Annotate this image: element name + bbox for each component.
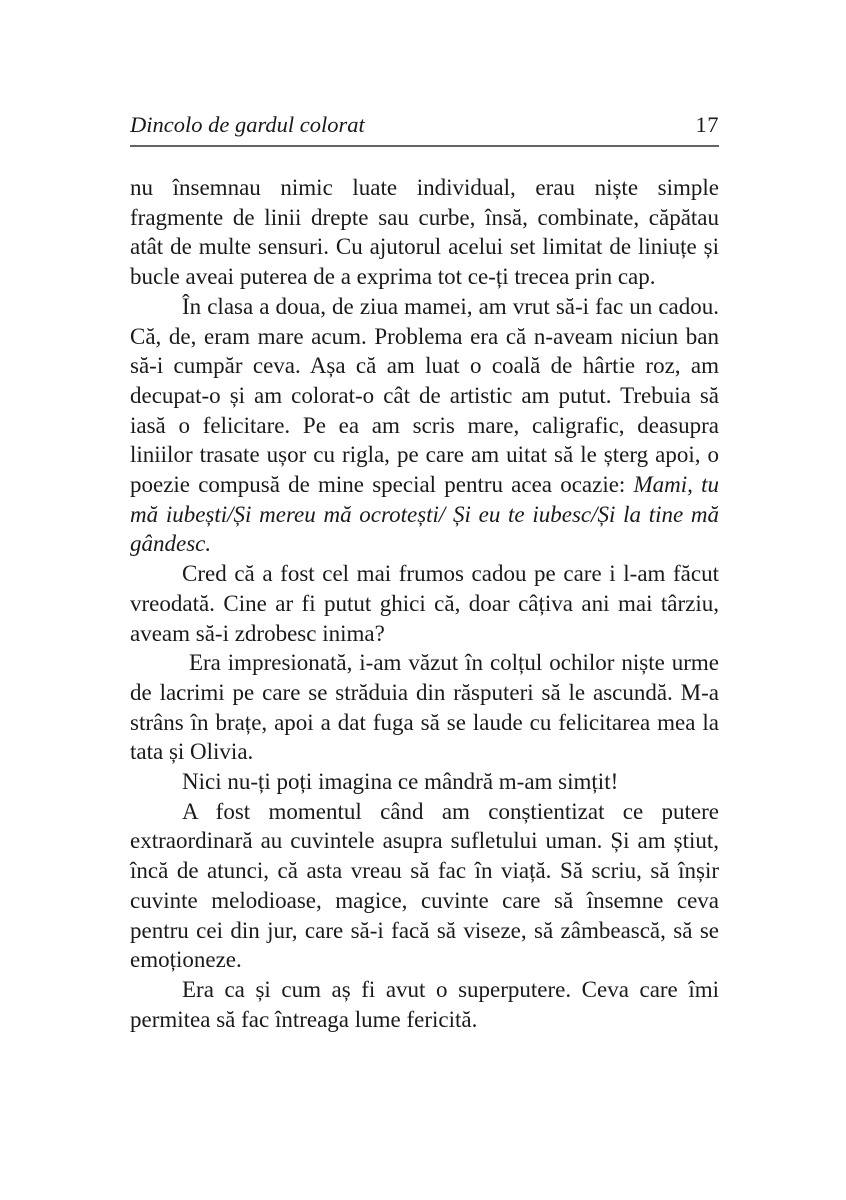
paragraph xyxy=(130,975,719,1034)
page-number: 17 xyxy=(695,112,719,137)
paragraph xyxy=(130,767,719,797)
text-segment: nu însemnau nimic luate individual, erau niște simple fragmente de linii drepte sau curbe, însă, combinate, căpătau atât de multe sensuri. Cu ajutorul acelui set limitat de liniuțe și bucle aveai puterea de a exprima tot ce-ți trecea prin cap. xyxy=(130,175,719,290)
text-segment: Era ca și cum aș fi avut o superputere. Ceva care îmi permitea să fac întreaga lume fericită. xyxy=(130,976,719,1032)
running-header xyxy=(130,111,719,138)
text-segment: A fost momentul când am conștientizat ce putere extraordinară au cuvintele asupra sufletului uman. Și am știut, încă de atunci, că asta vreau să fac în viață. Să scriu, să înșir cuvinte melodioase, magice, cuvinte care să însemne ceva pentru cei din jur, care să-i facă să viseze, să zâmbească, să se emoționeze. xyxy=(130,798,719,973)
paragraph xyxy=(130,173,719,292)
text-segment: În clasa a doua, de ziua mamei, am vrut să-i fac un cadou. Că, de, eram mare acum. Problema era că n-aveam niciun ban să-i cumpăr ceva. Așa că am luat o coală de hârtie roz, am decupat-o și am colorat-o cât de artistic am putut. Trebuia să iasă o felicitare. Pe ea am scris mare, caligrafic, deasupra liniilor trasate ușor cu rigla, pe care am uitat să le șterg apoi, o poezie compusă de mine special pentru acea ocazie: xyxy=(130,293,719,498)
text-segment: Era impresionată, i-am văzut în colțul ochilor niște urme de lacrimi pe care se străduia din răsputeri să le ascundă. M-a strâns în brațe, apoi a dat fuga să se laude cu felicitarea mea la tata și Olivia. xyxy=(130,650,719,765)
page-content xyxy=(130,111,719,1034)
header-rule xyxy=(130,145,719,147)
paragraph xyxy=(130,292,719,559)
text-segment: Nici nu-ți poți imagina ce mândră m-am simțit! xyxy=(182,769,619,795)
running-title: Dincolo de gardul colorat xyxy=(130,112,365,137)
body-text xyxy=(130,173,719,1034)
paragraph xyxy=(130,648,719,767)
paragraph xyxy=(130,797,719,975)
text-segment: Cred că a fost cel mai frumos cadou pe care i l-am făcut vreodată. Cine ar fi putut ghici că, doar câțiva ani mai târziu, aveam să-i zdrobesc inima? xyxy=(130,561,719,646)
paragraph xyxy=(130,559,719,648)
poem-inline-quote: Mami, tu mă iubești/Și mereu mă ocrotești/ Și eu te iubesc/Și la tine mă gândesc. xyxy=(130,472,719,557)
